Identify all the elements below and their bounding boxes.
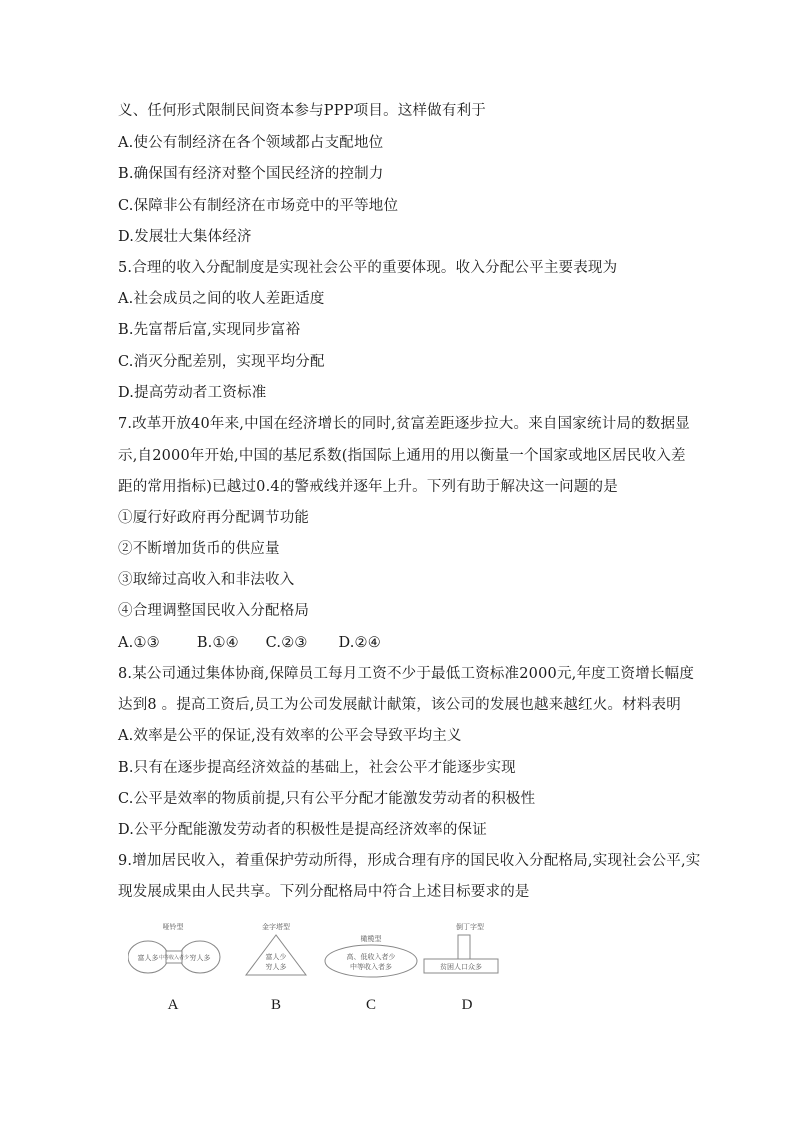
statement-3: ③取缔过高收入和非法收入 xyxy=(118,572,295,588)
q7-options-row xyxy=(118,633,381,653)
svg-text:橄榄型: 橄榄型 xyxy=(360,935,382,943)
q7-option-b: B.①④ xyxy=(196,635,239,651)
figure-label-d: D xyxy=(461,997,473,1013)
question-8-cont: 达到8 。提高工资后,员工为公司发展献计献策，该公司的发展也越来越红火。材料表明 xyxy=(118,697,681,713)
figure-b-pyramid xyxy=(246,922,306,975)
figure-a-dumbbell xyxy=(128,922,220,973)
option-c: C.保障非公有制经济在市场竞中的平等地位 xyxy=(118,198,399,214)
svg-text:高、低收入者少: 高、低收入者少 xyxy=(346,953,396,961)
svg-text:中等收入者少: 中等收入者少 xyxy=(158,955,190,961)
figure-c-olive xyxy=(325,934,417,977)
q7-option-c: C.②③ xyxy=(265,635,308,651)
statement-1: ①厦行好政府再分配调节功能 xyxy=(118,510,310,526)
option-b: B.只有在逐步提高经济效益的基础上，社会公平才能逐步实现 xyxy=(118,760,516,776)
statement-4: ④合理调整国民收入分配格局 xyxy=(118,603,310,619)
question-9-cont: 现发展成果由人民共享。下列分配格局中符合上述目标要求的是 xyxy=(118,884,530,900)
option-b: B.先富帮后富,实现同步富裕 xyxy=(118,322,301,338)
option-d: D.发展壮大集体经济 xyxy=(118,229,252,245)
figure-label-b: B xyxy=(270,997,281,1013)
question-5: 5.合理的收入分配制度是实现社会公平的重要体现。收入分配公平主要表现为 xyxy=(118,260,618,276)
text-line: 义、任何形式限制民间资本参与PPP项目。这样做有利于 xyxy=(118,103,486,119)
q7-option-a: A.①③ xyxy=(118,635,160,651)
svg-text:金字塔型: 金字塔型 xyxy=(262,923,290,931)
svg-text:穷人多: 穷人多 xyxy=(189,954,211,962)
option-a: A.使公有制经济在各个领域都占支配地位 xyxy=(118,135,384,151)
question-7: 7.改革开放40年来,中国在经济增长的同时,贫富差距逐步拉大。来自国家统计局的数据显 xyxy=(118,416,690,432)
question-8: 8.某公司通过集体协商,保障员工每月工资不少于最低工资标准2000元,年度工资增长幅度 xyxy=(118,666,695,682)
question-9: 9.增加居民收入，着重保护劳动所得，形成合理有序的国民收入分配格局,实现社会公平,实 xyxy=(118,853,701,869)
option-d: D.公平分配能激发劳动者的积极性是提高经济效率的保证 xyxy=(118,822,487,838)
svg-text:穷人多: 穷人多 xyxy=(265,963,287,971)
option-a: A.社会成员之间的收人差距适度 xyxy=(118,291,325,307)
option-c: C.消灭分配差别，实现平均分配 xyxy=(118,354,325,370)
figure-label-a: A xyxy=(167,997,179,1013)
question-7-cont: 距的常用指标)已越过0.4的警戒线并逐年上升。下列有助于解决这一问题的是 xyxy=(118,479,618,495)
figure-diagrams xyxy=(128,915,508,995)
option-c: C.公平是效率的物质前提,只有公平分配才能激发劳动者的积极性 xyxy=(118,791,536,807)
figure-label-c: C xyxy=(365,997,376,1013)
figure-d-inverted-t xyxy=(424,922,498,973)
svg-text:富人少: 富人少 xyxy=(265,953,287,961)
option-b: B.确保国有经济对整个国民经济的控制力 xyxy=(118,166,384,182)
option-a: A.效率是公平的保证,没有效率的公平会导致平均主义 xyxy=(118,728,462,744)
statement-2: ②不断增加货币的供应量 xyxy=(118,541,280,557)
svg-text:贫困人口众多: 贫困人口众多 xyxy=(440,963,482,971)
q7-option-d: D.②④ xyxy=(338,635,381,651)
option-d: D.提高劳动者工资标准 xyxy=(118,385,267,401)
svg-text:富人多: 富人多 xyxy=(137,954,159,962)
svg-text:中等收入者多: 中等收入者多 xyxy=(350,963,392,971)
distribution-figures xyxy=(128,915,508,1025)
svg-text:倒丁字型: 倒丁字型 xyxy=(456,923,484,931)
svg-text:哑铃型: 哑铃型 xyxy=(162,923,184,931)
question-7-cont: 示,自2000年开始,中国的基尼系数(指国际上通用的用以衡量一个国家或地区居民收入差 xyxy=(118,448,686,464)
